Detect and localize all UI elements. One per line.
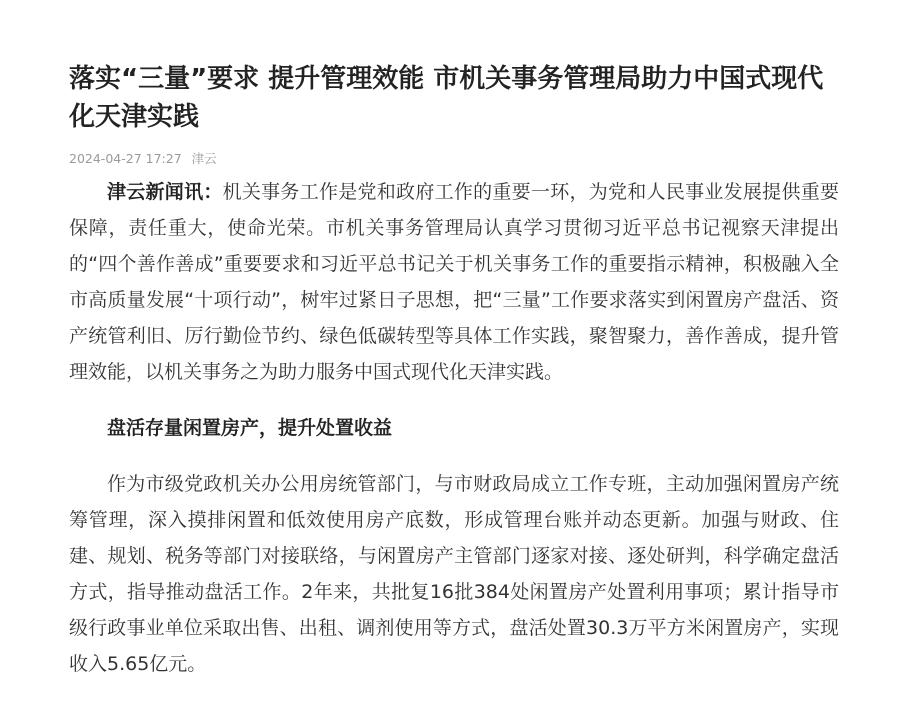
article-source: 津云 [191, 151, 217, 166]
lead-paragraph [69, 174, 839, 390]
body-paragraph: 作为市级党政机关办公用房统管部门，与市财政局成立工作专班，主动加强闲置房产统筹管理，深入摸排闲置和低效使用房产底数，形成管理台账并动态更新。加强与财政、住建、规划、税务等部门对接联络，与闲置房产主管部门逐家对接、逐处研判，科学确定盘活方式，指导推动盘活工作。2年来，共批复16批384处闲置房产处置利用事项；累计指导市级行政事业单位采取出售、出租、调剂使用等方式，盘活处置30.3万平方米闲置房产，实现收入5.65亿元。 [69, 473, 839, 675]
publish-date: 2024-04-27 17:27 [69, 151, 182, 166]
article [69, 60, 839, 682]
section-heading: 盘活存量闲置房产，提升处置收益 [107, 417, 393, 439]
lead-label: 津云新闻讯： [107, 181, 223, 203]
lead-paragraph-body: 机关事务工作是党和政府工作的重要一环，为党和人民事业发展提供重要保障，责任重大，使命光荣。市机关事务管理局认真学习贯彻习近平总书记视察天津提出的“四个善作善成”重要要求和习近平总书记关于机关事务工作的重要指示精神，积极融入全市高质量发展“十项行动”，树牢过紧日子思想，把“三量”工作要求落实到闲置房产盘活、资产统管利旧、厉行勤俭节约、绿色低碳转型等具体工作实践，聚智聚力，善作善成，提升管理效能，以机关事务之为助力服务中国式现代化天津实践。 [69, 181, 839, 383]
article-title: 落实“三量”要求 提升管理效能 市机关事务管理局助力中国式现代化天津实践 [69, 64, 824, 132]
article-meta [69, 151, 839, 167]
